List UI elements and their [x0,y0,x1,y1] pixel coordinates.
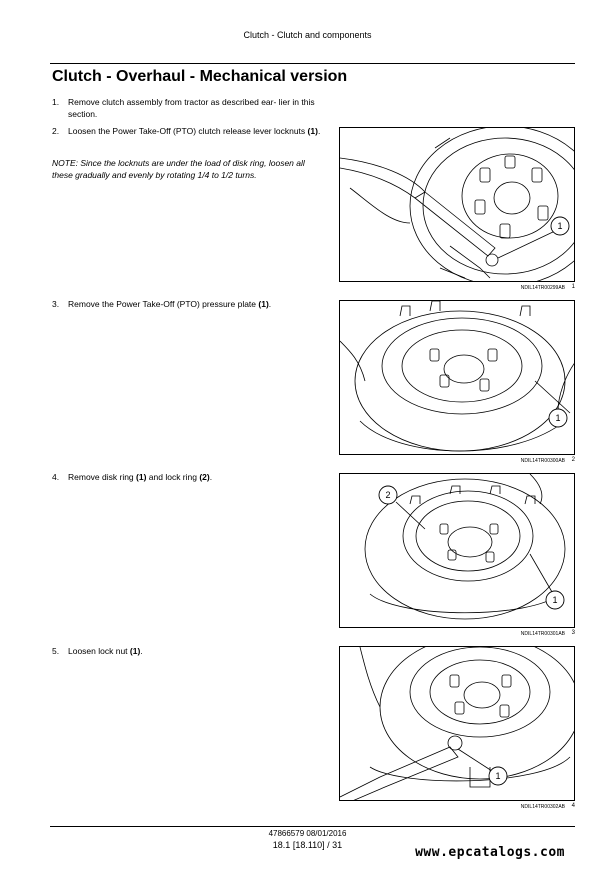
header-rule [50,63,575,64]
callout-ref: (1) [129,646,141,656]
lock-nut-illustration [340,647,575,801]
step-text: Loosen lock nut (1). [68,646,143,656]
step-number: 5. [52,646,60,656]
figure-code: NDIL14TR00301AB [520,631,565,637]
figure-number: 4 [571,803,575,809]
footer-rule [50,826,575,827]
callout-ref: (1) [136,472,147,482]
disk-lock-ring-illustration [340,474,575,628]
figure-caption [339,631,575,637]
pressure-plate-illustration [340,301,575,455]
figure-number: 3 [571,630,575,636]
figure-code: NDIL14TR00300AB [520,458,565,464]
figure-3 [339,473,575,628]
step-number: 4. [52,472,60,482]
step-2 [52,126,322,138]
step-text: Remove disk ring (1) and lock ring (2). [68,472,213,482]
figure-number: 1 [571,284,575,290]
figure-2 [339,300,575,455]
figure-caption [339,285,575,291]
callout-ref: (1) [307,126,318,136]
step-5 [52,646,322,658]
callout-label: 2 [385,490,391,500]
figure-caption [339,804,575,810]
page-title: Clutch - Overhaul - Mechanical version [52,68,348,85]
callout-label: 1 [552,595,558,605]
figure-code: NDIL14TR00302AB [520,804,565,810]
document-number: 47866579 08/01/2016 [268,829,347,838]
callout-label: 1 [495,771,501,781]
figure-1 [339,127,575,282]
step-3 [52,299,322,311]
callout-label: 1 [557,221,563,231]
callout-label: 1 [555,413,561,423]
step-text: Loosen the Power Take-Off (PTO) clutch release lever locknuts (1). [68,126,321,136]
step-4 [52,472,322,484]
step-text: Remove the Power Take-Off (PTO) pressure plate (1). [68,299,272,309]
callout-ref: (1) [258,299,269,309]
watermark: www.epcatalogs.com [415,845,565,860]
note: NOTE: Since the locknuts are under the load of disk ring, loosen all these gradually and evenly by rotating 1/4 to 1/2 turns. [52,158,305,180]
figure-number: 2 [571,457,575,463]
callout-ref: (2) [199,472,210,482]
step-number: 3. [52,299,60,309]
clutch-locknut-illustration [340,128,575,282]
step-number: 1. [52,97,60,107]
figure-code: NDIL14TR00299AB [520,285,565,291]
step-text: Remove clutch assembly from tractor as described ear- lier in this section. [68,97,315,119]
step-number: 2. [52,126,60,136]
figure-4 [339,646,575,801]
page-number: 18.1 [18.110] / 31 [272,840,343,850]
step-1 [52,97,322,120]
figure-caption [339,458,575,464]
running-header: Clutch - Clutch and components [243,30,372,40]
